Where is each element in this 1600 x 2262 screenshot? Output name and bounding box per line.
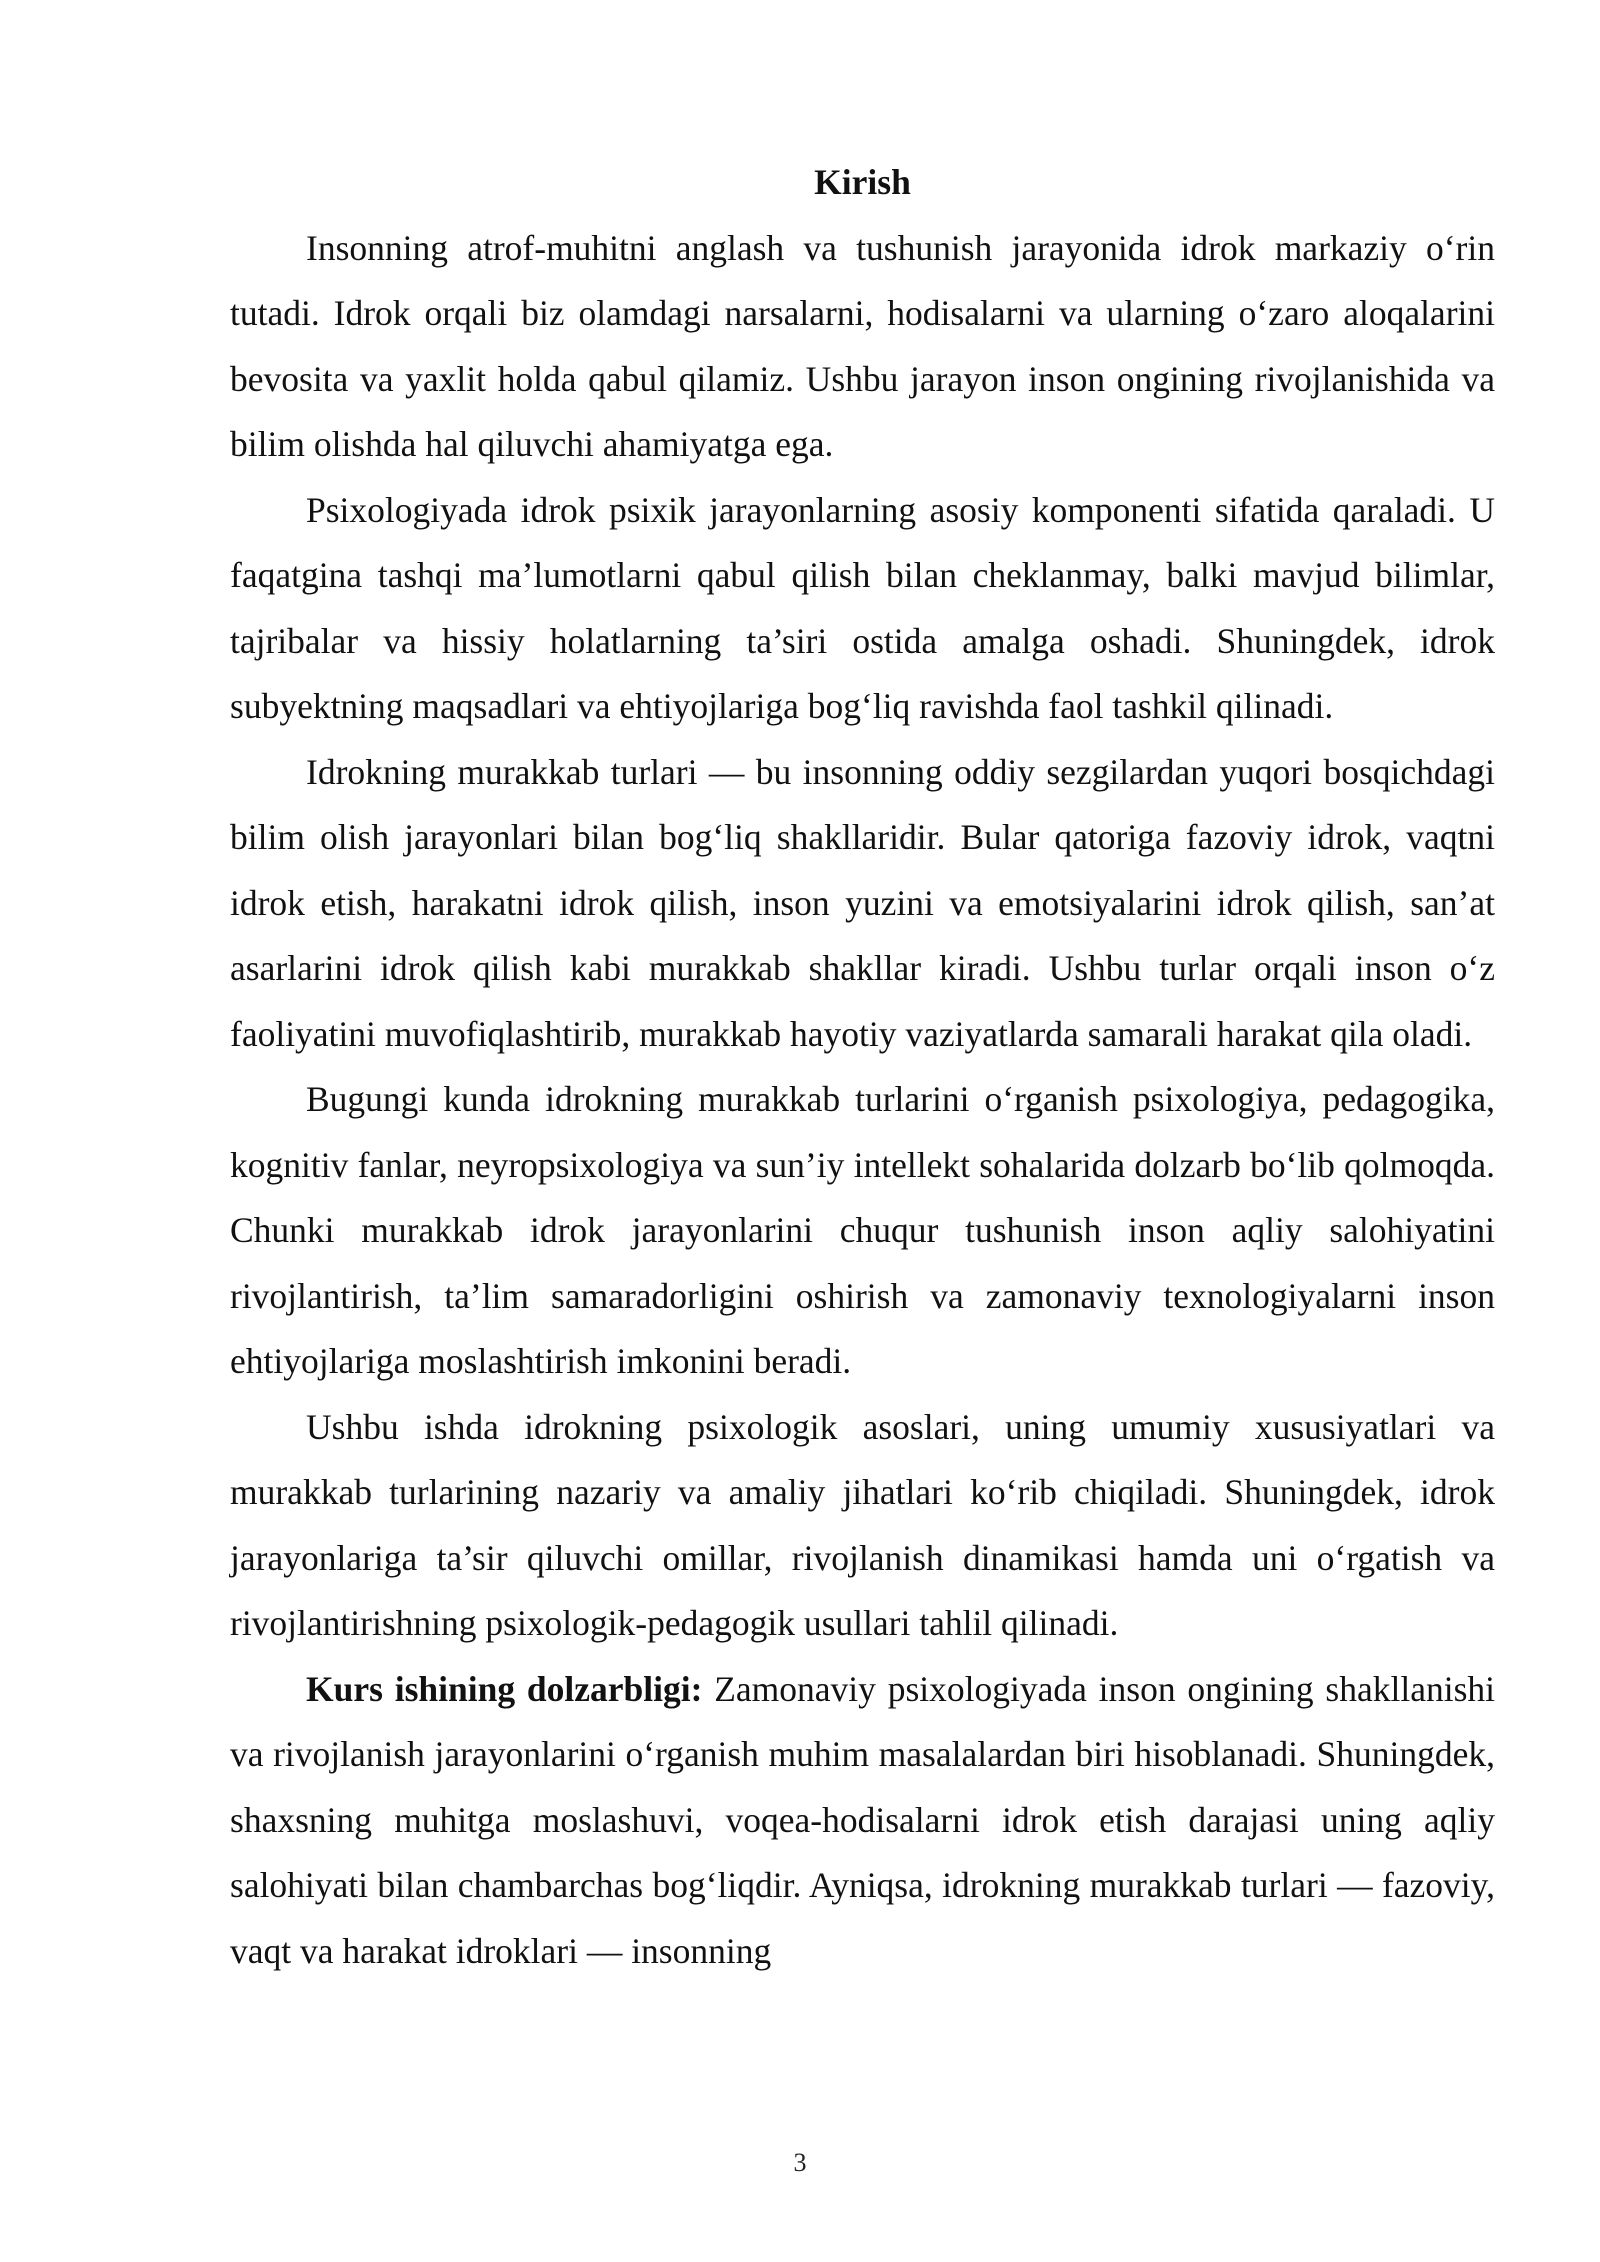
page-title: Kirish [814, 162, 911, 202]
paragraph-complex-types: Idrokning murakkab turlari — bu insonning oddiy sezgilardan yuqori bosqichdagi bilim olish jarayonlari bilan bog‘liq shakllaridir. Bular qatoriga fazoviy idrok, vaqtni idrok etish, harakatni idrok qilish, inson yuzini va emotsiyalarini idrok qilish, san’at asarlarini idrok qilish kabi murakkab shakllar kiradi. Ushbu turlar orqali inson o‘z faoliyatini muvofiqlashtirib, murakkab hayotiy vaziyatlarda samarali harakat qila oladi. [230, 751, 1495, 1054]
page-number: 3 [793, 2148, 807, 2177]
relevance-text: Zamonaviy psixologiyada inson ongining shakllanishi va rivojlanish jarayonlarini o‘rganish muhim masalalardan biri hisoblanadi. Shuningdek, shaxsning muhitga moslashuvi, voqea-hodisalarni idrok etish darajasi uning aqliy salohiyati bilan chambarchas bog‘liqdir. Ayniqsa, idrokning murakkab turlari — fazoviy, vaqt va harakat idroklari — insonning [230, 1668, 1496, 1971]
paragraph-relevance [230, 1657, 1495, 1985]
paragraph-intro: Insonning atrof-muhitni anglash va tushunish jarayonida idrok markaziy o‘rin tutadi. Idrok orqali biz olamdagi narsalarni, hodisalarni va ularning o‘zaro aloqalarini bevosita va yaxlit holda qabul qilamiz. Ushbu jarayon inson ongining rivojlanishida va bilim olishda hal qiluvchi ahamiyatga ega. [230, 227, 1495, 464]
paragraph-this-work: Ushbu ishda idrokning psixologik asoslari, uning umumiy xususiyatlari va murakkab turlarining nazariy va amaliy jihatlari ko‘rib chiqiladi. Shuningdek, idrok jarayonlariga ta’sir qiluvchi omillar, rivojlanish dinamikasi hamda uni o‘rgatish va rivojlantirishning psixologik-pedagogik usullari tahlil qilinadi. [230, 1406, 1495, 1643]
page-content [230, 150, 1495, 1984]
paragraph-today: Bugungi kunda idrokning murakkab turlarini o‘rganish psixologiya, pedagogika, kognitiv fanlar, neyropsixologiya va sun’iy intellekt sohalarida dolzarb bo‘lib qolmoqda. Chunki murakkab idrok jarayonlarini chuqur tushunish inson aqliy salohiyatini rivojlantirish, ta’lim samaradorligini oshirish va zamonaviy texnologiyalarni inson ehtiyojlariga moslashtirish imkonini beradi. [230, 1079, 1495, 1381]
paragraph-psychology: Psixologiyada idrok psixik jarayonlarning asosiy komponenti sifatida qaraladi. U faqatgina tashqi ma’lumotlarni qabul qilish bilan cheklanmay, balki mavjud bilimlar, tajribalar va hissiy holatlarning ta’siri ostida amalga oshadi. Shuningdek, idrok subyektning maqsadlari va ehtiyojlariga bog‘liq ravishda faol tashkil qilinadi. [230, 489, 1495, 726]
relevance-heading: Kurs ishining dolzarbligi: [306, 1668, 703, 1709]
